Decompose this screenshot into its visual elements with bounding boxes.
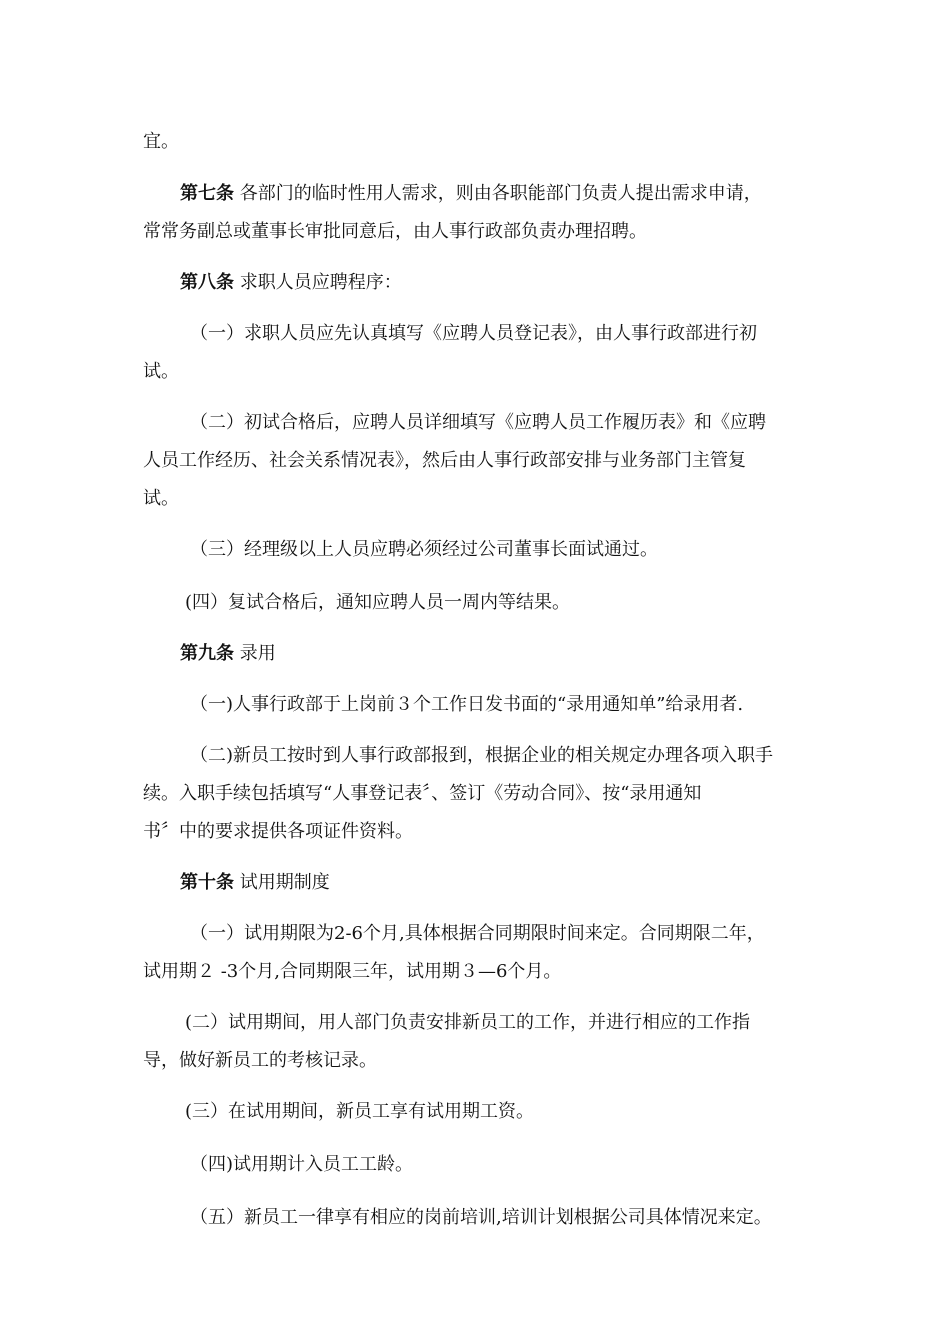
- text-line: 试用期２ -3个月,合同期限三年，试用期３—6个月。: [143, 961, 562, 982]
- text-line: （二)新员工按时到人事行政部报到，根据企业的相关规定办理各项入职手: [190, 745, 774, 766]
- text-line: （一）试用期限为2-6个月,具体根据合同期限时间来定。合同期限二年，: [190, 923, 765, 944]
- article-10-line: [180, 872, 330, 894]
- text-line: 续。入职手续包括填写“人事登记表〞、签订《劳动合同》、按“录用通知: [143, 783, 702, 804]
- text-line: 试。: [143, 361, 179, 382]
- article-heading: 第九条: [180, 643, 234, 664]
- text-line: 常常务副总或董事长审批同意后，由人事行政部负责办理招聘。: [143, 221, 647, 242]
- article-heading: 第十条: [180, 872, 234, 893]
- text-line: 宜。: [143, 131, 179, 152]
- article-8-line: [180, 272, 402, 294]
- article-text: 求职人员应聘程序：: [239, 272, 402, 293]
- text-line: (三）在试用期间，新员工享有试用期工资。: [185, 1101, 535, 1122]
- article-9-line: [180, 643, 276, 665]
- article-text: 录用: [239, 643, 276, 664]
- article-text: 各部门的临时性用人需求，则由各职能部门负责人提出需求申请，: [239, 183, 762, 204]
- text-line: （三）经理级以上人员应聘必须经过公司董事长面试通过。: [190, 539, 658, 560]
- text-line: (二）试用期间，用人部门负责安排新员工的工作，并进行相应的工作指: [185, 1012, 751, 1033]
- article-heading: 第七条: [180, 183, 234, 204]
- article-text: 试用期制度: [239, 872, 330, 893]
- text-line: （五）新员工一律享有相应的岗前培训,培训计划根据公司具体情况来定。: [190, 1207, 772, 1228]
- text-line: 导，做好新员工的考核记录。: [143, 1050, 377, 1071]
- article-7-line: [180, 183, 762, 205]
- text-line: （一）求职人员应先认真填写《应聘人员登记表》，由人事行政部进行初: [190, 323, 757, 344]
- text-line: (四）复试合格后，通知应聘人员一周内等结果。: [185, 592, 571, 613]
- article-heading: 第八条: [180, 272, 234, 293]
- text-line: （二）初试合格后，应聘人员详细填写《应聘人员工作履历表》和《应聘: [190, 412, 766, 433]
- text-line: （一)人事行政部于上岗前３个工作日发书面的“录用通知单”给录用者.: [190, 694, 744, 715]
- text-line: 书〞中的要求提供各项证件资料。: [143, 821, 413, 842]
- text-line: 试。: [143, 488, 179, 509]
- text-line: （四)试用期计入员工工龄。: [190, 1154, 414, 1175]
- text-line: 人员工作经历、社会关系情况表》，然后由人事行政部安排与业务部门主管复: [143, 450, 746, 471]
